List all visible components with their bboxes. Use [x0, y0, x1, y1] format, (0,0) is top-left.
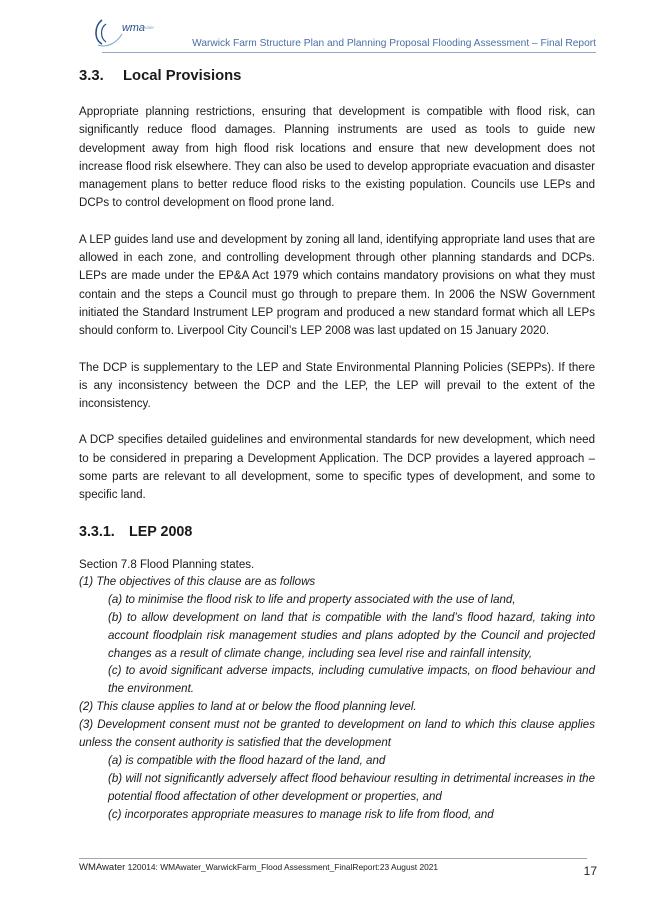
paragraph: The DCP is supplementary to the LEP and State Environmental Planning Policies (SEPPs). If there is any inconsistency between the DCP and the LEP, the LEP will prevail to the extent of the inconsistency. — [79, 361, 595, 411]
header-divider — [102, 52, 596, 53]
logo-tagline: water — [143, 25, 155, 30]
clause-item: (a) to minimise the flood risk to life and property associated with the use of land, — [108, 593, 516, 606]
clause-item: (3) Development consent must not be granted to development on land to which this clause applies unless the consent authority is satisfied that the development — [79, 719, 595, 750]
section-number: 3.3. — [79, 68, 104, 84]
footer-document-ref: 120014: WMAwater_WarwickFarm_Flood Assessment_FinalReport:23 August 2021 — [125, 862, 439, 872]
section-heading — [79, 66, 595, 86]
clause-item: (b) will not significantly adversely affect flood behaviour resulting in detrimental increases in the potential flood affectation of other development or properties, and — [108, 772, 595, 803]
page-header — [80, 14, 596, 54]
footer-brand: WMAwater — [79, 862, 126, 873]
logo-wordmark: wma — [122, 22, 145, 34]
footer-divider — [79, 858, 587, 859]
subsection-title: LEP 2008 — [129, 523, 193, 540]
section-paragraphs — [79, 103, 595, 505]
paragraph: Appropriate planning restrictions, ensuring that development is compatible with flood risk, can significantly reduce flood damages. Planning instruments are used as tools to guide new development away from high flood risk locations and ensure that new development does not increase flood risk elsewhere. They can also be used to develop appropriate evacuation and disaster management plans to better reduce flood risks to the existing population. Councils use LEPs and DCPs to control development on flood prone land. — [79, 106, 595, 210]
subsection-intro: Section 7.8 Flood Planning states. — [79, 558, 255, 571]
report-title: Warwick Farm Structure Plan and Planning Proposal Flooding Assessment – Final Report — [192, 38, 596, 49]
clause-item: (a) is compatible with the flood hazard of the land, and — [108, 755, 386, 767]
subsection-heading — [79, 522, 595, 542]
document-body — [79, 66, 595, 825]
page-number: 17 — [583, 864, 597, 878]
clause-item: (b) to allow development on land that is compatible with the land’s flood hazard, taking into account floodplain risk management studies and plans adopted by the Council and projected changes as a result of climate change, including sea level rise and rainfall intensity, — [108, 611, 595, 660]
clause-item: (2) This clause applies to land at or below the flood planning level. — [79, 701, 417, 714]
clause-item: (1) The objectives of this clause are as follows — [79, 575, 316, 588]
wma-logo — [88, 14, 178, 48]
footer-reference — [79, 862, 438, 873]
subsection-number: 3.3.1. — [79, 523, 115, 540]
paragraph: A LEP guides land use and development by zoning all land, identifying appropriate land uses that are allowed in each zone, and controlling development through other planning standards and DCPs. LEPs are made under the EP&A Act 1979 which contains mandatory provisions on what they must contain and the steps a Council must go through to prepare them. In 2006 the NSW Government initiated the Standard Instrument LEP program and produced a new standard format which all LEPs should conform to. Liverpool City Council’s LEP 2008 was last updated on 15 January 2020. — [79, 233, 595, 338]
clause-item: (c) incorporates appropriate measures to manage risk to life from flood, and — [108, 808, 494, 821]
section-title: Local Provisions — [123, 68, 242, 84]
quoted-clause — [79, 574, 595, 825]
paragraph: A DCP specifies detailed guidelines and environmental standards for new development, which need to be considered in preparing a Development Application. The DCP provides a layered approach – some parts are relevant to all development, some to specific types of development, and some to specific land. — [79, 434, 595, 502]
clause-item: (c) to avoid significant adverse impacts, including cumulative impacts, on flood behaviour and the environment. — [108, 665, 595, 696]
